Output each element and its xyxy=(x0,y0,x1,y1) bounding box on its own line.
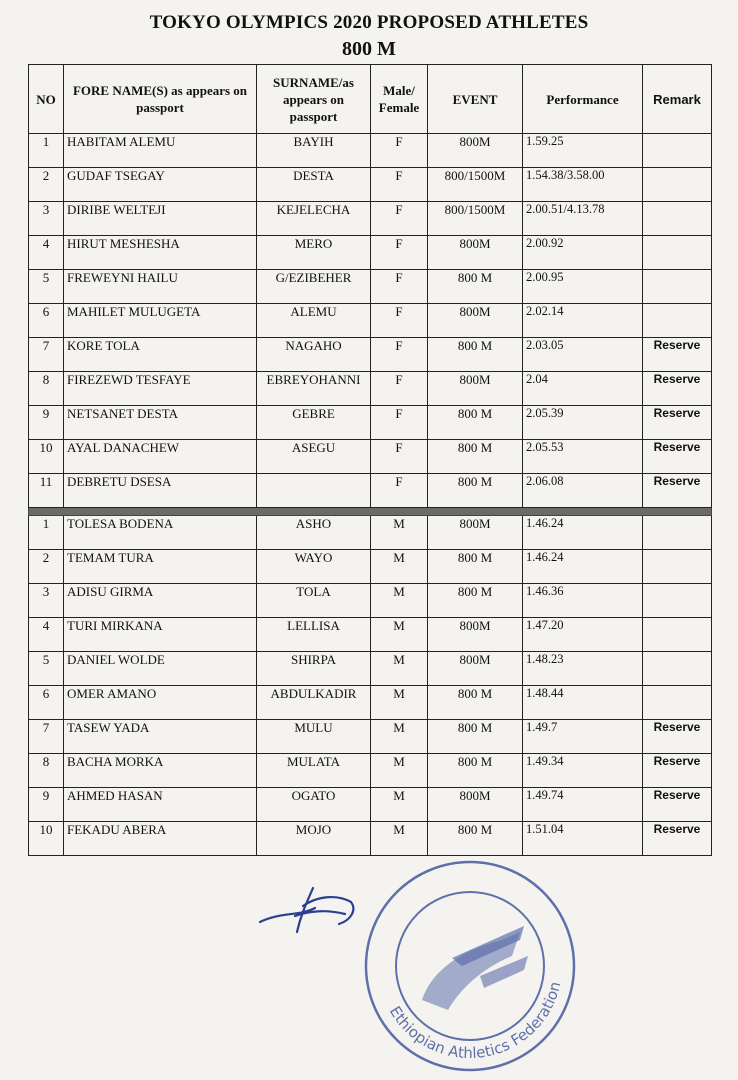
athlete-fore-names: FREWEYNI HAILU xyxy=(64,270,257,304)
athletes-table xyxy=(28,64,712,856)
athlete-row xyxy=(29,372,712,406)
athlete-remark xyxy=(643,584,712,618)
athlete-fore-names: FEKADU ABERA xyxy=(64,822,257,856)
athlete-sex: F xyxy=(371,440,428,474)
athlete-surname: BAYIH xyxy=(257,134,371,168)
athlete-sex: F xyxy=(371,304,428,338)
athlete-remark xyxy=(643,686,712,720)
athlete-fore-names: TASEW YADA xyxy=(64,720,257,754)
athlete-performance: 2.06.08 xyxy=(523,474,643,508)
athlete-surname: TOLA xyxy=(257,584,371,618)
athlete-event: 800 M xyxy=(428,440,523,474)
athlete-sex: M xyxy=(371,788,428,822)
header-no: NO xyxy=(29,65,64,134)
federation-stamp xyxy=(352,860,588,1072)
athlete-event: 800M xyxy=(428,304,523,338)
athlete-surname: ALEMU xyxy=(257,304,371,338)
athlete-fore-names: TEMAM TURA xyxy=(64,550,257,584)
athlete-number: 9 xyxy=(29,788,64,822)
athlete-surname: DESTA xyxy=(257,168,371,202)
athlete-number: 4 xyxy=(29,236,64,270)
athlete-remark xyxy=(643,168,712,202)
athlete-sex: M xyxy=(371,550,428,584)
athlete-sex: M xyxy=(371,618,428,652)
athlete-surname: ASEGU xyxy=(257,440,371,474)
athlete-number: 3 xyxy=(29,584,64,618)
athlete-performance: 2.05.39 xyxy=(523,406,643,440)
athlete-surname: LELLISA xyxy=(257,618,371,652)
athlete-fore-names: OMER AMANO xyxy=(64,686,257,720)
athlete-number: 11 xyxy=(29,474,64,508)
athlete-remark xyxy=(643,550,712,584)
athlete-number: 7 xyxy=(29,338,64,372)
athlete-row xyxy=(29,550,712,584)
athlete-performance: 2.00.51/4.13.78 xyxy=(523,202,643,236)
athlete-fore-names: NETSANET DESTA xyxy=(64,406,257,440)
header-event: EVENT xyxy=(428,65,523,134)
athlete-event: 800 M xyxy=(428,754,523,788)
athlete-remark xyxy=(643,516,712,550)
athlete-event: 800 M xyxy=(428,720,523,754)
athlete-row xyxy=(29,474,712,508)
athlete-fore-names: ADISU GIRMA xyxy=(64,584,257,618)
athlete-event: 800M xyxy=(428,788,523,822)
athlete-surname xyxy=(257,474,371,508)
athlete-sex: F xyxy=(371,168,428,202)
document-title: TOKYO OLYMPICS 2020 PROPOSED ATHLETES xyxy=(149,12,589,33)
athlete-sex: F xyxy=(371,134,428,168)
athlete-number: 1 xyxy=(29,134,64,168)
athlete-remark: Reserve xyxy=(643,440,712,474)
athlete-performance: 2.02.14 xyxy=(523,304,643,338)
athlete-row xyxy=(29,788,712,822)
athlete-performance: 1.49.74 xyxy=(523,788,643,822)
athlete-event: 800 M xyxy=(428,550,523,584)
athlete-remark: Reserve xyxy=(643,754,712,788)
athlete-fore-names: AYAL DANACHEW xyxy=(64,440,257,474)
athlete-fore-names: DANIEL WOLDE xyxy=(64,652,257,686)
athlete-sex: F xyxy=(371,338,428,372)
athlete-performance: 1.48.44 xyxy=(523,686,643,720)
athlete-number: 2 xyxy=(29,168,64,202)
athlete-fore-names: DIRIBE WELTEJI xyxy=(64,202,257,236)
athlete-row xyxy=(29,618,712,652)
header-surname: SURNAME/as appears on passport xyxy=(257,65,371,134)
athlete-sex: F xyxy=(371,236,428,270)
section-divider xyxy=(29,508,712,516)
athlete-fore-names: FIREZEWD TESFAYE xyxy=(64,372,257,406)
athlete-row xyxy=(29,720,712,754)
athlete-number: 8 xyxy=(29,754,64,788)
athlete-number: 5 xyxy=(29,652,64,686)
athlete-event: 800 M xyxy=(428,822,523,856)
header-fore-names: FORE NAME(S) as appears on passport xyxy=(64,65,257,134)
header-row xyxy=(29,65,712,134)
athlete-performance: 2.00.92 xyxy=(523,236,643,270)
athlete-sex: F xyxy=(371,406,428,440)
athlete-performance: 2.00.95 xyxy=(523,270,643,304)
signature xyxy=(255,880,365,940)
athlete-fore-names: TURI MIRKANA xyxy=(64,618,257,652)
athlete-event: 800M xyxy=(428,372,523,406)
athlete-row xyxy=(29,270,712,304)
athlete-row xyxy=(29,338,712,372)
athlete-performance: 2.03.05 xyxy=(523,338,643,372)
athlete-row xyxy=(29,134,712,168)
athlete-surname: OGATO xyxy=(257,788,371,822)
athlete-event: 800 M xyxy=(428,686,523,720)
athlete-row xyxy=(29,652,712,686)
athlete-sex: M xyxy=(371,652,428,686)
athlete-event: 800M xyxy=(428,236,523,270)
athlete-number: 2 xyxy=(29,550,64,584)
athlete-row xyxy=(29,516,712,550)
athlete-row xyxy=(29,686,712,720)
athlete-surname: MULATA xyxy=(257,754,371,788)
athlete-row xyxy=(29,406,712,440)
athlete-surname: SHIRPA xyxy=(257,652,371,686)
athlete-remark: Reserve xyxy=(643,338,712,372)
athlete-performance: 1.48.23 xyxy=(523,652,643,686)
athlete-event: 800M xyxy=(428,516,523,550)
athlete-row xyxy=(29,304,712,338)
athlete-number: 9 xyxy=(29,406,64,440)
athlete-surname: WAYO xyxy=(257,550,371,584)
athlete-performance: 1.46.24 xyxy=(523,550,643,584)
athlete-sex: M xyxy=(371,754,428,788)
athlete-event: 800M xyxy=(428,652,523,686)
athlete-fore-names: DEBRETU DSESA xyxy=(64,474,257,508)
athlete-fore-names: HABITAM ALEMU xyxy=(64,134,257,168)
federation-logo-icon xyxy=(422,926,528,1010)
athlete-remark xyxy=(643,270,712,304)
athlete-surname: MERO xyxy=(257,236,371,270)
athlete-sex: M xyxy=(371,584,428,618)
athlete-row xyxy=(29,168,712,202)
athlete-fore-names: AHMED HASAN xyxy=(64,788,257,822)
athlete-performance: 1.49.34 xyxy=(523,754,643,788)
athlete-sex: M xyxy=(371,822,428,856)
athlete-performance: 1.49.7 xyxy=(523,720,643,754)
athlete-number: 8 xyxy=(29,372,64,406)
athlete-sex: M xyxy=(371,686,428,720)
athlete-event: 800M xyxy=(428,618,523,652)
athlete-event: 800/1500M xyxy=(428,168,523,202)
athlete-performance: 1.46.36 xyxy=(523,584,643,618)
athlete-fore-names: BACHA MORKA xyxy=(64,754,257,788)
roster-body xyxy=(29,134,712,856)
athlete-performance: 1.59.25 xyxy=(523,134,643,168)
athlete-sex: F xyxy=(371,474,428,508)
athlete-row xyxy=(29,202,712,236)
athlete-performance: 2.04 xyxy=(523,372,643,406)
athlete-remark xyxy=(643,202,712,236)
athlete-remark: Reserve xyxy=(643,720,712,754)
athlete-number: 1 xyxy=(29,516,64,550)
athlete-performance: 1.54.38/3.58.00 xyxy=(523,168,643,202)
section-divider-bar xyxy=(29,508,712,516)
athlete-remark: Reserve xyxy=(643,372,712,406)
athlete-row xyxy=(29,822,712,856)
athlete-row xyxy=(29,236,712,270)
athlete-fore-names: TOLESA BODENA xyxy=(64,516,257,550)
athlete-remark: Reserve xyxy=(643,474,712,508)
athlete-number: 5 xyxy=(29,270,64,304)
athlete-row xyxy=(29,754,712,788)
athlete-sex: M xyxy=(371,720,428,754)
athlete-event: 800M xyxy=(428,134,523,168)
athlete-fore-names: HIRUT MESHESHA xyxy=(64,236,257,270)
athlete-remark: Reserve xyxy=(643,822,712,856)
athlete-number: 7 xyxy=(29,720,64,754)
athlete-fore-names: MAHILET MULUGETA xyxy=(64,304,257,338)
athlete-number: 3 xyxy=(29,202,64,236)
athlete-event: 800 M xyxy=(428,270,523,304)
athlete-performance: 1.46.24 xyxy=(523,516,643,550)
athlete-number: 10 xyxy=(29,440,64,474)
athlete-sex: F xyxy=(371,270,428,304)
athlete-surname: MOJO xyxy=(257,822,371,856)
athlete-number: 6 xyxy=(29,304,64,338)
athlete-event: 800/1500M xyxy=(428,202,523,236)
athlete-event: 800 M xyxy=(428,474,523,508)
athlete-number: 6 xyxy=(29,686,64,720)
athlete-performance: 1.47.20 xyxy=(523,618,643,652)
header-performance: Performance xyxy=(523,65,643,134)
athlete-remark: Reserve xyxy=(643,406,712,440)
athlete-sex: M xyxy=(371,516,428,550)
header-sex: Male/ Female xyxy=(371,65,428,134)
athlete-remark xyxy=(643,652,712,686)
athlete-remark xyxy=(643,304,712,338)
athlete-remark xyxy=(643,618,712,652)
header-remark: Remark xyxy=(643,65,712,134)
athlete-surname: MULU xyxy=(257,720,371,754)
athlete-performance: 2.05.53 xyxy=(523,440,643,474)
athlete-row xyxy=(29,440,712,474)
event-subtitle: 800 M xyxy=(342,38,396,60)
athlete-remark xyxy=(643,236,712,270)
athlete-number: 10 xyxy=(29,822,64,856)
athlete-sex: F xyxy=(371,372,428,406)
athlete-surname: ASHO xyxy=(257,516,371,550)
athlete-event: 800 M xyxy=(428,406,523,440)
athlete-surname: GEBRE xyxy=(257,406,371,440)
athlete-event: 800 M xyxy=(428,338,523,372)
athlete-surname: G/EZIBEHER xyxy=(257,270,371,304)
athlete-fore-names: GUDAF TSEGAY xyxy=(64,168,257,202)
athlete-number: 4 xyxy=(29,618,64,652)
athlete-surname: ABDULKADIR xyxy=(257,686,371,720)
athlete-fore-names: KORE TOLA xyxy=(64,338,257,372)
athlete-remark xyxy=(643,134,712,168)
stamp-text: Ethiopian Athletics Federation xyxy=(385,979,565,1063)
athlete-sex: F xyxy=(371,202,428,236)
athlete-row xyxy=(29,584,712,618)
athlete-surname: KEJELECHA xyxy=(257,202,371,236)
athlete-surname: EBREYOHANNI xyxy=(257,372,371,406)
athlete-remark: Reserve xyxy=(643,788,712,822)
athlete-event: 800 M xyxy=(428,584,523,618)
athlete-surname: NAGAHO xyxy=(257,338,371,372)
athlete-performance: 1.51.04 xyxy=(523,822,643,856)
